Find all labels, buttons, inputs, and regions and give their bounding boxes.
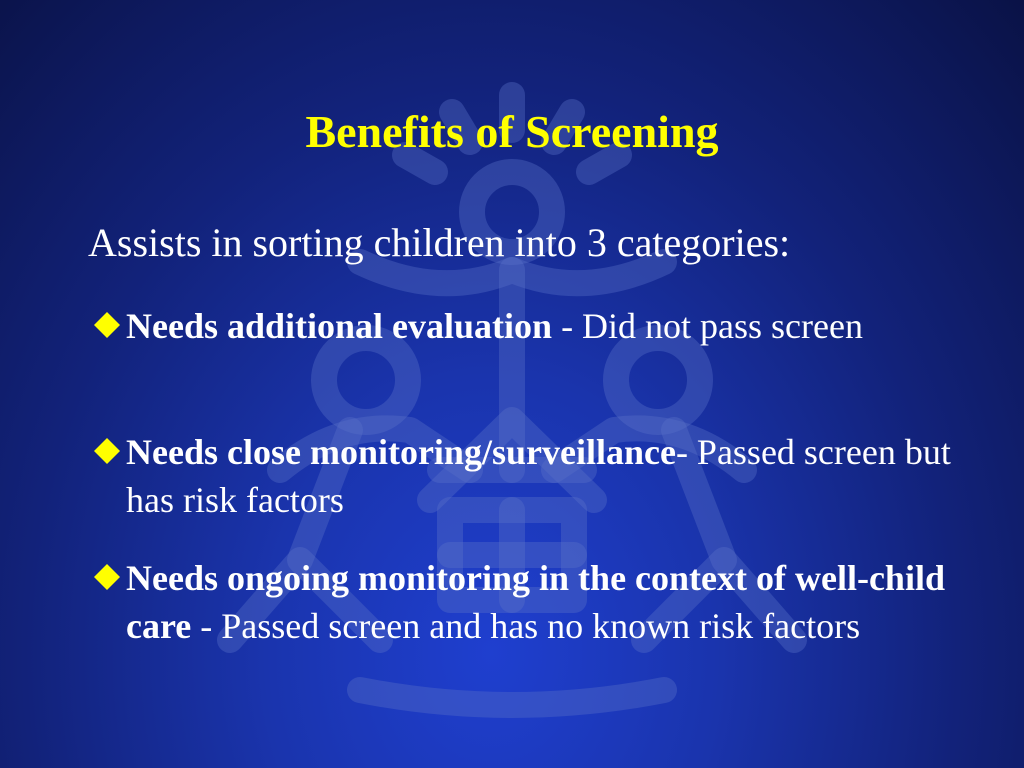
- bullet-description: - Passed screen and has no known risk factors: [191, 606, 861, 646]
- bullet-item: [90, 302, 990, 350]
- bullet-heading: Needs ongoing monitoring in the context of well-child care: [126, 558, 945, 646]
- slide-title: Benefits of Screening: [305, 106, 719, 157]
- bullet-item: [90, 554, 990, 650]
- bullet-heading: Needs additional evaluation: [126, 306, 553, 346]
- diamond-bullet-icon: [90, 306, 124, 342]
- bullet-text: [126, 428, 990, 524]
- bullet-item: [90, 428, 990, 524]
- diamond-bullet-icon: [90, 558, 124, 594]
- bullet-heading: Needs close monitoring/surveillance: [126, 432, 676, 472]
- bullet-description: - Did not pass screen: [552, 306, 863, 346]
- diamond-bullet-icon: [90, 432, 124, 468]
- bullet-text: [126, 554, 990, 650]
- intro-text: Assists in sorting children into 3 categories:: [88, 220, 791, 265]
- bullet-text: [126, 302, 990, 350]
- bullet-description: - Passed screen but has risk factors: [126, 432, 951, 520]
